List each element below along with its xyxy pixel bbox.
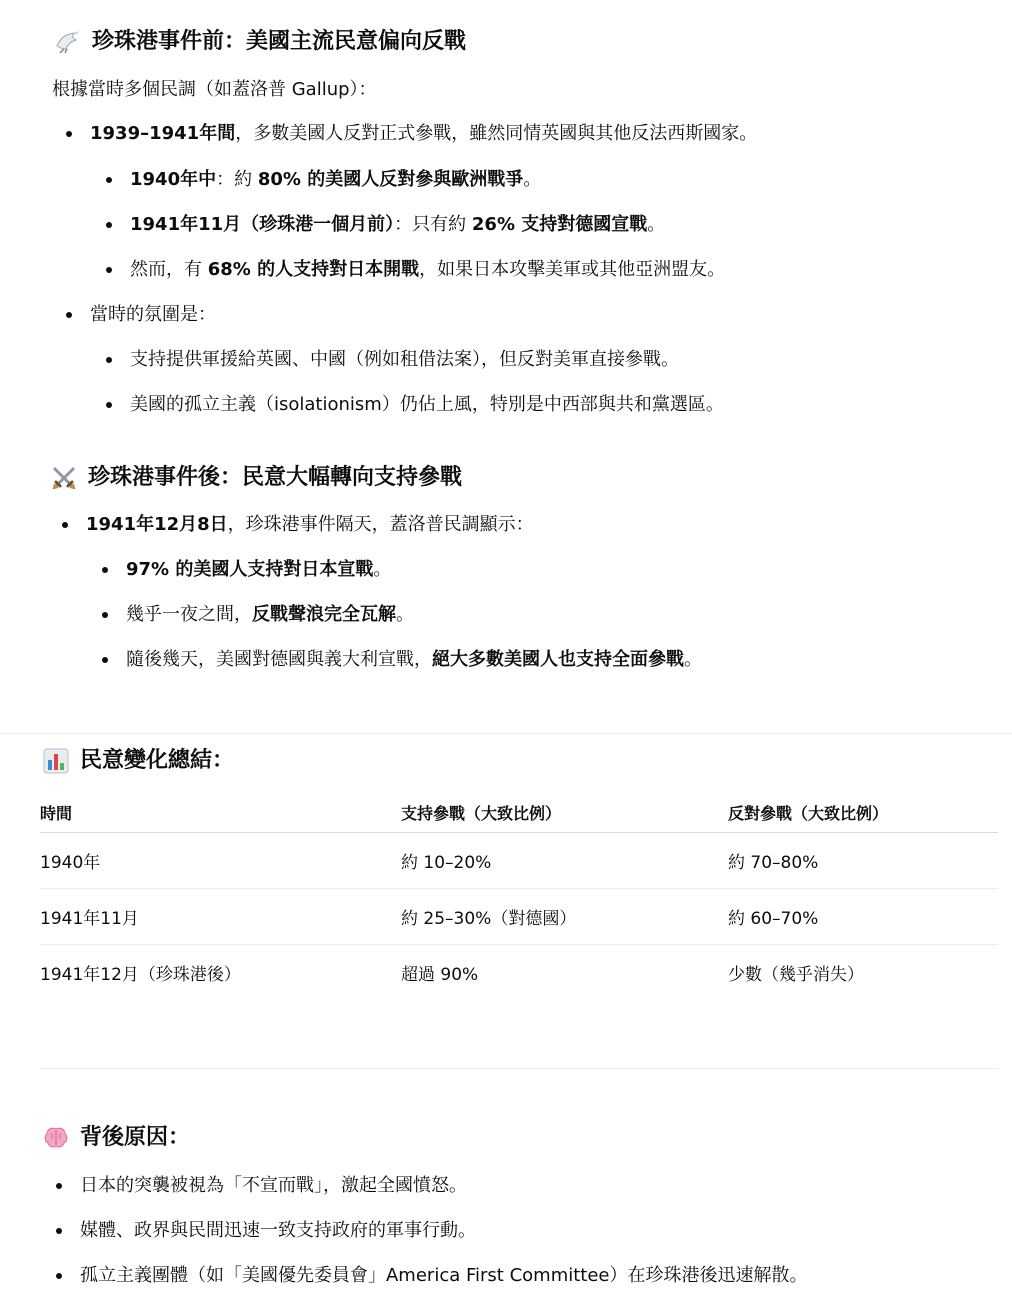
list-item: 然而，有 68% 的人支持對日本開戰，如果日本攻擊美軍或其他亞洲盟友。 xyxy=(130,256,725,284)
divider xyxy=(0,733,1012,734)
section-heading-before xyxy=(54,26,466,58)
table-cell: 約 25–30%（對德國） xyxy=(401,889,728,945)
list-item: 97% 的美國人支持對日本宣戰。 xyxy=(126,556,391,584)
table-cell: 約 10–20% xyxy=(401,833,728,889)
table-row xyxy=(40,945,998,1001)
list-item: 當時的氛圍是： xyxy=(90,301,216,329)
table-cell: 約 60–70% xyxy=(728,889,998,945)
heading-text: 珍珠港事件前：美國主流民意偏向反戰 xyxy=(92,29,467,54)
section-heading-summary xyxy=(42,745,234,777)
column-header: 反對參戰（大致比例） xyxy=(728,792,998,833)
column-header: 支持參戰（大致比例） xyxy=(401,792,728,833)
heading-text: 珍珠港事件後：民意大幅轉向支持參戰 xyxy=(88,465,463,490)
table-cell: 1940年 xyxy=(40,833,401,889)
heading-text: 背後原因： xyxy=(80,1125,191,1150)
table-cell: 約 70–80% xyxy=(728,833,998,889)
list-item: 媒體、政界與民間迅速一致支持政府的軍事行動。 xyxy=(80,1217,476,1245)
section-heading-reasons xyxy=(42,1122,190,1154)
list-item: 支持提供軍援給英國、中國（例如租借法案），但反對美軍直接參戰。 xyxy=(130,346,679,374)
heading-text: 民意變化總結： xyxy=(80,748,235,773)
crossed-swords-icon xyxy=(50,464,78,492)
list-item: 幾乎一夜之間，反戰聲浪完全瓦解。 xyxy=(126,601,414,629)
list-item: 隨後幾天，美國對德國與義大利宣戰，絕大多數美國人也支持全面參戰。 xyxy=(126,646,702,674)
section-heading-after xyxy=(50,462,462,494)
list-item: 日本的突襲被視為「不宣而戰」，激起全國憤怒。 xyxy=(80,1172,467,1200)
table-header-row xyxy=(40,792,998,833)
column-header: 時間 xyxy=(40,792,401,833)
divider xyxy=(40,1068,998,1069)
dove-icon xyxy=(54,28,82,56)
table-cell: 1941年12月（珍珠港後） xyxy=(40,965,241,985)
table-row xyxy=(40,889,998,945)
bar-chart-icon xyxy=(42,747,70,775)
intro-text: 根據當時多個民調（如蓋洛普 Gallup）： xyxy=(52,79,377,100)
table-cell: 超過 90% xyxy=(401,965,479,985)
list-item: 孤立主義團體（如「美國優先委員會」America First Committee）在珍珠港後迅速解散。 xyxy=(80,1262,808,1290)
list-item: 1940年中：約 80% 的美國人反對參與歐洲戰爭。 xyxy=(130,166,541,194)
list-item: 1941年11月（珍珠港一個月前）：只有約 26% 支持對德國宣戰。 xyxy=(130,211,665,239)
list-item: 美國的孤立主義（isolationism）仍佔上風，特別是中西部與共和黨選區。 xyxy=(130,391,724,419)
list-item: 1941年12月8日，珍珠港事件隔天，蓋洛普民調顯示： xyxy=(86,511,534,539)
summary-table xyxy=(40,792,998,1000)
brain-icon xyxy=(42,1124,70,1152)
table-row xyxy=(40,833,998,889)
table-cell: 1941年11月 xyxy=(40,889,401,945)
table-cell: 少數（幾乎消失） xyxy=(728,965,864,985)
list-item: 1939–1941年間，多數美國人反對正式參戰，雖然同情英國與其他反法西斯國家。 xyxy=(90,120,757,148)
